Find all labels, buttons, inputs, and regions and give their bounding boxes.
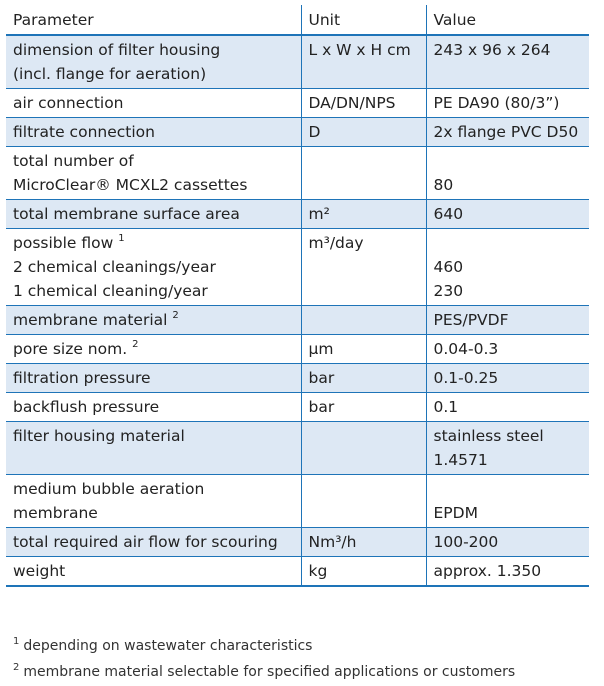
- table-row: [6, 475, 589, 528]
- blank-line: [434, 477, 587, 501]
- header-parameter: Parameter: [6, 5, 301, 35]
- unit-text: bar: [308, 398, 335, 416]
- value-text: approx. 1.350: [433, 562, 542, 580]
- unit-cell: [301, 200, 426, 229]
- unit-text: DA/DN/NPS: [308, 94, 396, 112]
- unit-cell: [301, 229, 426, 306]
- value-text: 100-200: [433, 533, 499, 551]
- parameter-cell: [6, 35, 301, 89]
- value-text: 80: [433, 176, 454, 194]
- value-cell: [426, 557, 589, 587]
- table-row: [6, 35, 589, 89]
- value-text: EPDM: [433, 504, 478, 522]
- value-text: stainless steel: [433, 427, 544, 445]
- footnote-reference: 2: [132, 339, 139, 350]
- header-value: Value: [426, 5, 589, 35]
- value-text: 0.1-0.25: [433, 369, 499, 387]
- unit-text: m²: [308, 205, 330, 223]
- table-row: [6, 147, 589, 200]
- value-cell: [426, 422, 589, 475]
- value-cell: [426, 364, 589, 393]
- value-cell: [426, 229, 589, 306]
- parameter-text: filter housing material: [13, 427, 185, 445]
- table-header-row: [6, 5, 589, 35]
- table-row: [6, 528, 589, 557]
- table-body: [6, 35, 589, 586]
- parameter-text: air connection: [13, 94, 124, 112]
- unit-cell: [301, 557, 426, 587]
- blank-line: [434, 149, 587, 173]
- parameter-cell: [6, 118, 301, 147]
- value-text: 1.4571: [433, 451, 488, 469]
- value-cell: [426, 118, 589, 147]
- parameter-cell: [6, 422, 301, 475]
- parameter-cell: [6, 557, 301, 587]
- unit-cell: [301, 89, 426, 118]
- parameter-text: medium bubble aeration: [13, 480, 205, 498]
- unit-cell: [301, 335, 426, 364]
- value-cell: [426, 147, 589, 200]
- value-text: 2x flange PVC D50: [433, 123, 579, 141]
- parameter-text: total required air flow for scouring: [13, 533, 278, 551]
- parameter-text: filtration pressure: [13, 369, 151, 387]
- header-unit: Unit: [301, 5, 426, 35]
- value-text: 460: [433, 258, 464, 276]
- unit-text: Nm³/h: [308, 533, 357, 551]
- table-row: [6, 557, 589, 587]
- unit-cell: [301, 422, 426, 475]
- parameter-text: 1 chemical cleaning/year: [13, 282, 208, 300]
- parameter-cell: [6, 200, 301, 229]
- unit-text: D: [308, 123, 321, 141]
- parameter-cell: [6, 229, 301, 306]
- footnote-reference: 1: [118, 233, 125, 244]
- unit-cell: [301, 393, 426, 422]
- value-text: 230: [433, 282, 464, 300]
- parameter-text: membrane: [13, 504, 98, 522]
- value-text: 243 x 96 x 264: [433, 41, 551, 59]
- blank-line: [434, 231, 587, 255]
- value-text: 0.1: [433, 398, 459, 416]
- parameter-text: dimension of filter housing: [13, 41, 221, 59]
- footnote-reference: 2: [172, 310, 179, 321]
- value-cell: [426, 475, 589, 528]
- unit-text: µm: [308, 340, 334, 358]
- table-row: [6, 393, 589, 422]
- parameter-cell: [6, 335, 301, 364]
- table-row: [6, 118, 589, 147]
- parameter-text: filtrate connection: [13, 123, 155, 141]
- unit-cell: [301, 118, 426, 147]
- value-cell: [426, 528, 589, 557]
- unit-cell: [301, 364, 426, 393]
- parameter-text: total number of: [13, 152, 134, 170]
- parameter-text: total membrane surface area: [13, 205, 240, 223]
- parameter-cell: [6, 528, 301, 557]
- parameter-text: 2 chemical cleanings/year: [13, 258, 216, 276]
- value-cell: [426, 335, 589, 364]
- value-cell: [426, 89, 589, 118]
- footnote-mark: 2: [13, 662, 20, 673]
- unit-cell: [301, 475, 426, 528]
- specification-table: [6, 5, 589, 587]
- unit-cell: [301, 306, 426, 335]
- table-row: [6, 306, 589, 335]
- parameter-cell: [6, 306, 301, 335]
- parameter-text: possible flow $^1$: [13, 233, 125, 252]
- parameter-text: (incl. flange for aeration): [13, 65, 207, 83]
- footnote-text: depending on wastewater characteristics: [23, 638, 313, 654]
- unit-text: m³/day: [308, 234, 364, 252]
- parameter-cell: [6, 147, 301, 200]
- unit-cell: [301, 528, 426, 557]
- table-row: [6, 364, 589, 393]
- unit-text: bar: [308, 369, 335, 387]
- parameter-text: backflush pressure: [13, 398, 160, 416]
- table-row: [6, 422, 589, 475]
- parameter-text: MicroClear® MCXL2 cassettes: [13, 176, 248, 194]
- footnote-2: [13, 662, 515, 680]
- table-row: [6, 89, 589, 118]
- value-text: PE DA90 (80/3”): [433, 94, 560, 112]
- value-cell: [426, 393, 589, 422]
- value-text: PES/PVDF: [433, 311, 509, 329]
- value-cell: [426, 306, 589, 335]
- parameter-text: pore size nom. $^2$: [13, 339, 139, 358]
- parameter-cell: [6, 475, 301, 528]
- table-row: [6, 229, 589, 306]
- value-cell: [426, 35, 589, 89]
- table-row: [6, 200, 589, 229]
- parameter-text: weight: [13, 562, 66, 580]
- parameter-cell: [6, 393, 301, 422]
- footnote-mark: 1: [13, 636, 20, 647]
- unit-text: L x W x H cm: [308, 41, 411, 59]
- unit-cell: [301, 35, 426, 89]
- unit-text: kg: [308, 562, 328, 580]
- parameter-cell: [6, 89, 301, 118]
- value-text: 0.04-0.3: [433, 340, 499, 358]
- unit-cell: [301, 147, 426, 200]
- footnote-1: [13, 636, 312, 654]
- table-row: [6, 335, 589, 364]
- footnote-text: membrane material selectable for specified applications or customers: [23, 664, 516, 680]
- value-cell: [426, 200, 589, 229]
- parameter-cell: [6, 364, 301, 393]
- value-text: 640: [433, 205, 464, 223]
- parameter-text: membrane material $^2$: [13, 310, 179, 329]
